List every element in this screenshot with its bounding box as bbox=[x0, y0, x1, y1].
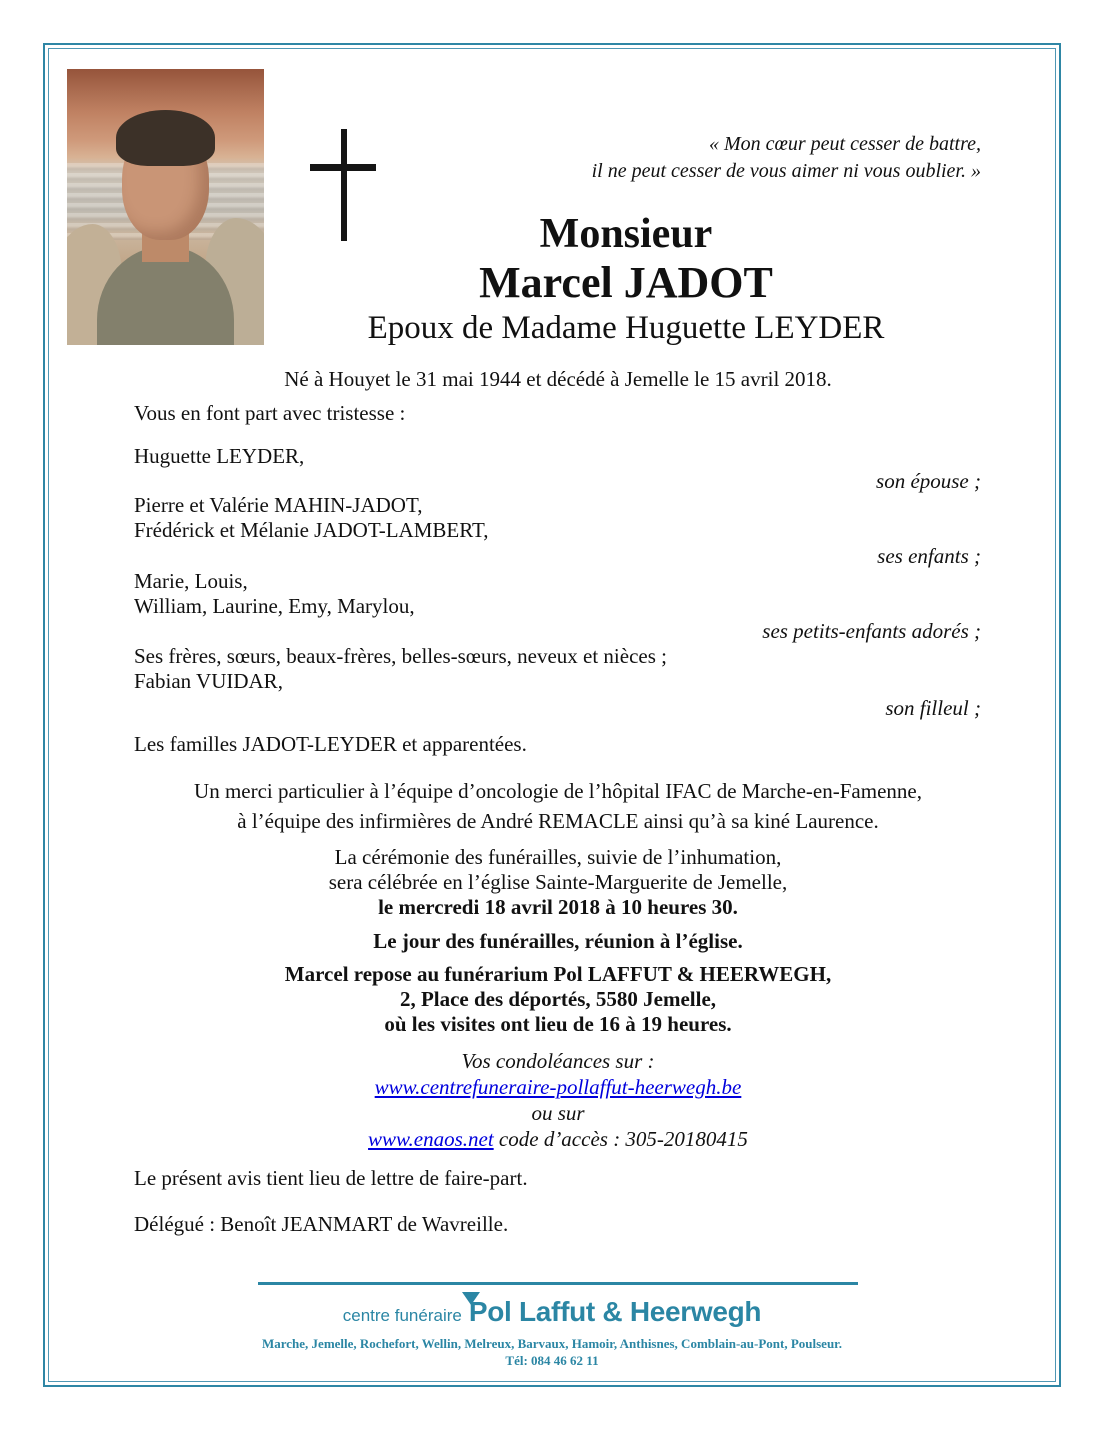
deceased-name: Marcel JADOT bbox=[479, 258, 773, 307]
footer-phone: Tél: 084 46 62 11 bbox=[505, 1353, 599, 1368]
brand-name: Pol Laffut & Heerwegh bbox=[468, 1296, 762, 1327]
hair bbox=[116, 110, 215, 165]
repose-line-2: 2, Place des déportés, 5580 Jemelle, bbox=[399, 987, 717, 1011]
footer-divider bbox=[258, 1282, 858, 1285]
birth-death-line: Né à Houyet le 31 mai 1944 et décédé à Jemelle le 15 avril 2018. bbox=[284, 367, 832, 391]
thanks-line-1: Un merci particulier à l’équipe d’oncologie de l’hôpital IFAC de Marche-en-Famenne, bbox=[194, 779, 922, 803]
condolences-block bbox=[45, 1048, 1059, 1152]
family-name: Huguette LEYDER, bbox=[134, 444, 305, 468]
repose-line-1: Marcel repose au funérarium Pol LAFFUT & HEERWEGH, bbox=[284, 962, 832, 986]
repose-line-3: où les visites ont lieu de 16 à 19 heures. bbox=[384, 1012, 732, 1036]
families-line: Les familles JADOT-LEYDER et apparentées. bbox=[134, 732, 527, 756]
ceremony-line-2: sera célébrée en l’église Sainte-Marguerite de Jemelle, bbox=[328, 870, 788, 894]
family-relation: son épouse ; bbox=[876, 469, 981, 493]
ceremony-datetime: le mercredi 18 avril 2018 à 10 heures 30. bbox=[378, 895, 738, 919]
notice-line: Le présent avis tient lieu de lettre de faire-part. bbox=[134, 1166, 528, 1190]
obituary-card bbox=[43, 43, 1061, 1387]
enaos-link[interactable]: www.enaos.net bbox=[368, 1127, 494, 1151]
funeral-home-logo bbox=[45, 1296, 1059, 1328]
spouse-line: Epoux de Madame Huguette LEYDER bbox=[367, 310, 885, 346]
family-name: William, Laurine, Emy, Marylou, bbox=[134, 594, 415, 618]
memorial-quote bbox=[592, 131, 981, 185]
family-name: Frédérick et Mélanie JADOT-LAMBERT, bbox=[134, 518, 489, 542]
title-prefix: Monsieur bbox=[539, 211, 713, 257]
quote-line-2: il ne peut cesser de vous aimer ni vous oublier. » bbox=[591, 160, 981, 182]
condolences-label: Vos condoléances sur : bbox=[461, 1049, 655, 1073]
thanks-line-2: à l’équipe des infirmières de André REMACLE ainsi qu’à sa kiné Laurence. bbox=[237, 809, 879, 833]
family-name: Fabian VUIDAR, bbox=[134, 669, 283, 693]
access-code: code d’accès : 305-20180415 bbox=[493, 1127, 748, 1151]
ceremony-block bbox=[45, 845, 1059, 920]
family-name: Marie, Louis, bbox=[134, 569, 248, 593]
ceremony-line-1: La cérémonie des funérailles, suivie de l’inhumation, bbox=[334, 845, 782, 869]
family-relation: ses enfants ; bbox=[877, 544, 981, 568]
title-block bbox=[45, 210, 1059, 348]
family-relation: son filleul ; bbox=[885, 696, 981, 720]
family-relation: ses petits-enfants adorés ; bbox=[762, 619, 981, 643]
brand-prefix: centre funéraire bbox=[342, 1306, 462, 1325]
condolences-link[interactable]: www.centrefuneraire-pollaffut-heerwegh.be bbox=[374, 1075, 742, 1099]
quote-line-1: « Mon cœur peut cesser de battre, bbox=[709, 133, 981, 155]
family-name: Pierre et Valérie MAHIN-JADOT, bbox=[134, 493, 423, 517]
or-label: ou sur bbox=[531, 1101, 585, 1125]
footer-locations: Marche, Jemelle, Rochefort, Wellin, Melreux, Barvaux, Hamoir, Anthisnes, Comblain-au-Pont, Poulseur. bbox=[261, 1336, 843, 1351]
announcement-intro: Vous en font part avec tristesse : bbox=[134, 401, 406, 425]
gathering-line: Le jour des funérailles, réunion à l’église. bbox=[373, 929, 743, 953]
thanks-block bbox=[45, 776, 1059, 836]
delegate-line: Délégué : Benoît JEANMART de Wavreille. bbox=[134, 1212, 509, 1236]
family-name: Ses frères, sœurs, beaux-frères, belles-sœurs, neveux et nièces ; bbox=[134, 644, 667, 668]
repose-block bbox=[45, 962, 1059, 1037]
